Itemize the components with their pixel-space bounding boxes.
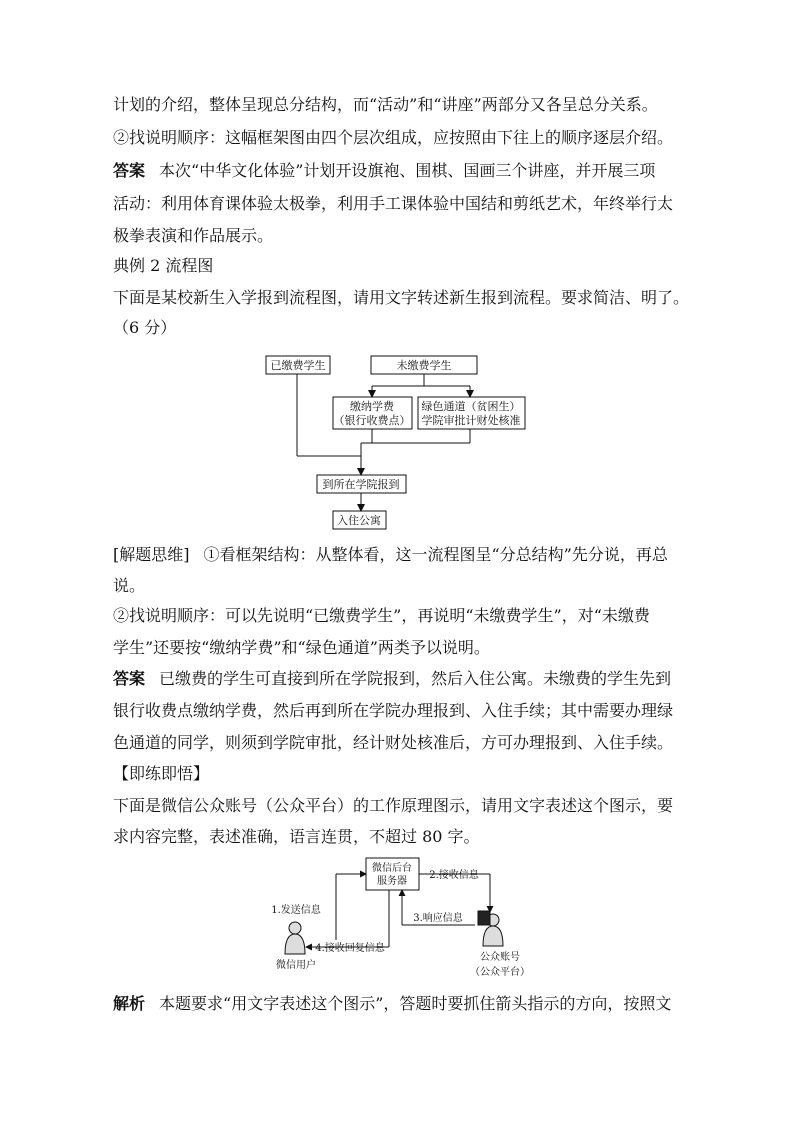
pay-fee-label: 缴纳学费 bbox=[350, 400, 394, 413]
server-sublabel: 服务器 bbox=[377, 876, 407, 887]
public-account-icon bbox=[478, 911, 503, 946]
answer-line: 银行收费点缴纳学费，然后再到所在学院办理报到、入住手续；其中需要办理绿 bbox=[113, 701, 674, 720]
user-label: 微信用户 bbox=[276, 960, 316, 971]
account-label: 公众账号 bbox=[480, 952, 520, 963]
answer-label: 答案 bbox=[113, 669, 146, 688]
server-label: 微信后台 bbox=[372, 863, 412, 874]
step2-label: 2.接收信息 bbox=[429, 870, 479, 881]
analysis-line: 学生”还要按“缴纳学费”和“绿色通道”两类予以说明。 bbox=[113, 638, 490, 657]
question-line: （6 分） bbox=[113, 318, 177, 337]
user-icon bbox=[285, 922, 305, 954]
practice-line: 求内容完整，表述准确，语言连贯，不超过 80 字。 bbox=[113, 827, 480, 846]
analysis-text: 本题要求“用文字表述这个图示”，答题时要抓住箭头指示的方向，按照文 bbox=[159, 994, 672, 1013]
analysis-line: 说。 bbox=[113, 576, 146, 595]
paid-students-label: 已缴费学生 bbox=[270, 359, 326, 372]
unpaid-students-label: 未缴费学生 bbox=[396, 359, 452, 372]
green-channel-label: 绿色通道（贫困生） bbox=[421, 400, 521, 413]
answer-label: 答案 bbox=[113, 161, 146, 180]
step3-label: 3.响应信息 bbox=[413, 913, 463, 924]
step4-label: 4.接收回复信息 bbox=[315, 943, 385, 954]
example-title: 典例 2 流程图 bbox=[113, 256, 214, 275]
analysis-text: ①看框架结构：从整体看，这一流程图呈“分总结构”先分说，再总 bbox=[203, 545, 668, 564]
step1-label: 1.发送信息 bbox=[271, 905, 321, 916]
dorm-label: 入住公寓 bbox=[337, 514, 381, 527]
analysis-line bbox=[113, 994, 671, 1014]
pay-fee-sublabel: （银行收费点） bbox=[333, 414, 411, 427]
answer-text: 本次“中华文化体验”计划开设旗袍、围棋、国画三个讲座，并开展三项 bbox=[159, 161, 656, 180]
account-sublabel: （公众平台） bbox=[470, 967, 530, 978]
practice-title: 【即练即悟】 bbox=[113, 764, 210, 783]
paragraph-line: 计划的介绍，整体呈现总分结构，而“活动”和“讲座”两部分又各呈总分关系。 bbox=[113, 95, 658, 114]
paragraph-line: ②找说明顺序：这幅框架图由四个层次组成，应按照由下往上的顺序逐层介绍。 bbox=[113, 128, 674, 147]
answer-line: 活动：利用体育课体验太极拳，利用手工课体验中国结和剪纸艺术，年终举行太 bbox=[113, 194, 674, 213]
analysis-label: [解题思维] bbox=[113, 545, 190, 564]
analysis-label: 解析 bbox=[113, 994, 146, 1013]
answer-line: 极拳表演和作品展示。 bbox=[113, 226, 274, 245]
green-channel-sublabel: 学院审批计财处核准 bbox=[421, 414, 521, 427]
answer-text: 已缴费的学生可直接到所在学院报到，然后入住公寓。未缴费的学生先到 bbox=[159, 669, 672, 688]
analysis-line: ②找说明顺序：可以先说明“已缴费学生”，再说明“未缴费学生”，对“未缴费 bbox=[113, 606, 650, 625]
answer-line: 色通道的同学，则须到学院审批，经计财处核准后，方可办理报到、入住手续。 bbox=[113, 733, 674, 752]
question-line: 下面是某校新生入学报到流程图，请用文字转述新生报到流程。要求简洁、明了。 bbox=[113, 288, 690, 307]
practice-line: 下面是微信公众账号（公众平台）的工作原理图示，请用文字表述这个图示，要 bbox=[113, 796, 674, 815]
report-college-label: 到所在学院报到 bbox=[322, 478, 400, 491]
